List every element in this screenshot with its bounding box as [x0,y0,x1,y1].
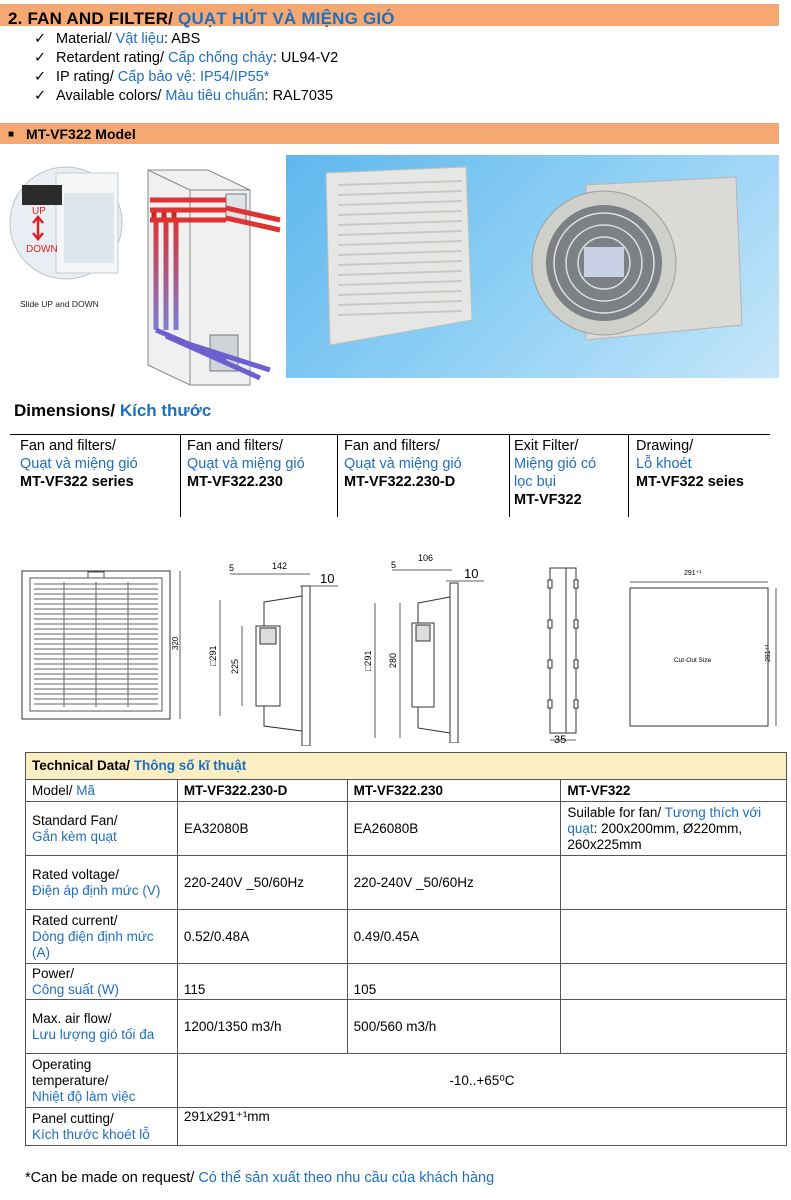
height-dim-label: 320 [171,636,180,650]
row-label-vi: Nhiệt độ làm việc [32,1088,136,1104]
dim-column [514,437,620,509]
model-title [8,126,136,142]
row-label [26,910,178,964]
down-label: DOWN [26,244,58,255]
table-row [26,780,787,802]
technical-data-table [25,752,787,1146]
drawing-exit-filter [540,560,590,750]
table-row [26,1000,787,1054]
cell-text-vi: Tương thích với quạt [567,804,762,836]
slide-caption: Slide UP and DOWN [20,299,99,309]
up-label: UP [32,206,46,217]
dim-column-vi: Quạt và miệng gió [20,456,138,472]
section-title [8,9,395,29]
table-cell [561,856,787,910]
row-label-en: Standard Fan/ [32,812,118,828]
column-divider [628,435,629,517]
row-label [26,1000,178,1054]
section-header-bar [0,4,779,26]
dim-column-vi: Quạt và miệng gió [187,456,305,472]
row-label [26,1054,178,1108]
row-label-en: Model/ [32,782,77,798]
cabinet-airflow-diagram [130,160,288,392]
check-icon: ✓ [34,50,47,66]
dim-column-en: Drawing/ [636,438,694,454]
cutout-height-label: 291⁺¹ [765,644,772,662]
spec-list [34,30,338,106]
table-cell: MT-VF322 [561,780,787,802]
column-divider [180,435,181,517]
column-divider [509,435,510,517]
dim-label-b: 142 [272,561,288,571]
dimensions-title [14,401,211,421]
spec-value: : UL94-V2 [272,50,339,66]
table-cell: 115 [177,964,347,1000]
table-row [26,802,787,856]
check-icon: ✓ [34,69,47,85]
footnote-vi: Có thể sản xuất theo nhu cầu của khách hàng [198,1170,495,1186]
spec-label-vi: Cấp chống cháy [168,50,273,66]
dimensions-divider [10,434,770,435]
dim-label-b: 106 [418,553,434,563]
footnote [25,1170,494,1186]
table-cell: 500/560 m3/h [347,1000,561,1054]
row-label-vi: Kích thước khoét lỗ [32,1126,150,1142]
spec-item [34,87,338,106]
table-cell [561,802,787,856]
table-cell-span: -10..+65⁰C [177,1054,786,1108]
row-label [26,802,178,856]
row-label [26,964,178,1000]
product-photo-art [286,155,779,378]
row-label-en: Power/ [32,965,75,981]
dim-label-c: 10 [464,566,479,581]
table-title [26,753,787,780]
dim-label-a: 5 [391,560,397,570]
table-cell-span: 291x291⁺¹mm [177,1108,786,1146]
row-label-vi: Dòng điện định mức (A) [32,928,154,960]
spec-label-vi: Cấp bảo vệ: IP54/IP55* [117,69,270,85]
dim-label-c: 10 [320,571,335,586]
table-cell [561,910,787,964]
cutout-label: Cut-Out Size [674,657,712,664]
table-cell: 0.52/0.48A [177,910,347,964]
dim-column [636,437,776,491]
check-icon: ✓ [34,31,47,47]
table-cell: MT-VF322.230-D [177,780,347,802]
spec-label-en: IP rating/ [56,69,118,85]
spec-item [34,49,338,68]
spec-value: : ABS [164,31,201,47]
cell-value: : 200x200mm, Ø220mm, 260x225mm [567,820,743,852]
table-cell: MT-VF322.230 [347,780,561,802]
dim-column-vi: Miệng gió có lọc bụi [514,456,597,490]
footnote-en: *Can be made on request/ [25,1170,199,1186]
dim-column-model: MT-VF322.230 [187,474,283,490]
row-label-en: Rated current/ [32,912,118,928]
table-cell: EA26080B [347,802,561,856]
table-cell: 220-240V _50/60Hz [177,856,347,910]
dim-column-model: MT-VF322.230-D [344,474,456,490]
row-label [26,780,178,802]
table-title-en: Technical Data/ [32,758,134,773]
spec-label-vi: Vật liệu [115,31,165,47]
drawing-front-grille [20,568,190,723]
product-photo [286,155,779,378]
model-title-text: MT-VF322 Model [26,126,136,142]
dim-column [344,437,506,491]
drawing-side-230 [200,556,340,746]
spec-value: : RAL7035 [264,88,334,104]
spec-label-vi: Màu tiêu chuẩn [165,88,265,104]
table-cell: EA32080B [177,802,347,856]
column-divider [337,435,338,517]
row-label [26,1108,178,1146]
row-label-vi: Lưu lượng gió tối đa [32,1026,155,1042]
bullet-icon: ■ [8,129,15,140]
dim-label-sq: □291 [363,650,373,671]
check-icon: ✓ [34,88,47,104]
dim-label-h: 225 [230,658,240,674]
table-cell: 220-240V _50/60Hz [347,856,561,910]
spec-label-en: Available colors/ [56,88,166,104]
dimensions-title-en: Dimensions/ [14,401,120,420]
dim-column [187,437,332,491]
dim-label-h: 280 [388,652,398,668]
table-title-vi: Thông số kĩ thuật [133,758,247,773]
row-label-en: Panel cutting/ [32,1110,114,1126]
table-row [26,964,787,1000]
table-row [26,910,787,964]
cell-text-en: Suilable for fan/ [567,804,665,820]
table-row [26,856,787,910]
row-label-vi: Gắn kèm quạt [32,828,117,844]
drawing-side-230-d [360,553,490,743]
spec-label-en: Retardent rating/ [56,50,169,66]
row-label-vi: Mã [76,782,96,798]
spec-item [34,68,338,87]
table-cell: 105 [347,964,561,1000]
spec-item [34,30,338,49]
row-label-en: Rated voltage/ [32,866,120,882]
dim-column-en: Fan and filters/ [20,438,116,454]
dim-label-sq: □291 [208,645,218,666]
table-row [26,1108,787,1146]
row-label-en: Max. air flow/ [32,1010,112,1026]
section-title-en: 2. FAN AND FILTER/ [8,9,179,28]
dim-column-vi: Lỗ khoét [636,456,692,472]
row-label-vi: Điện áp định mức (V) [32,882,161,898]
table-cell [561,964,787,1000]
section-title-vi: QUẠT HÚT VÀ MIỆNG GIÓ [178,9,395,28]
dimensions-title-vi: Kích thước [119,401,212,420]
table-cell: 1200/1350 m3/h [177,1000,347,1054]
dim-label-a: 5 [229,563,235,573]
row-label-en: Operating temperature/ [32,1056,109,1088]
dim-column-model: MT-VF322 seies [636,474,744,490]
cutout-width-label: 291⁺¹ [684,570,702,577]
slide-diagram [8,165,126,315]
spec-label-en: Material/ [56,31,116,47]
row-label-vi: Công suất (W) [32,981,120,997]
row-label [26,856,178,910]
model-header-bar [0,123,779,144]
dim-column-model: MT-VF322 series [20,474,134,490]
dim-column-en: Fan and filters/ [187,438,283,454]
drawing-cutout [620,564,788,732]
table-row [26,1054,787,1108]
width-dim-label: 35 [554,734,567,746]
table-cell [561,1000,787,1054]
table-header-row [26,753,787,780]
table-cell: 0.49/0.45A [347,910,561,964]
dim-column-vi: Quạt và miệng gió [344,456,462,472]
dim-column-en: Exit Filter/ [514,438,579,454]
dim-column-model: MT-VF322 [514,492,582,508]
dim-column-en: Fan and filters/ [344,438,440,454]
dim-column [20,437,175,491]
